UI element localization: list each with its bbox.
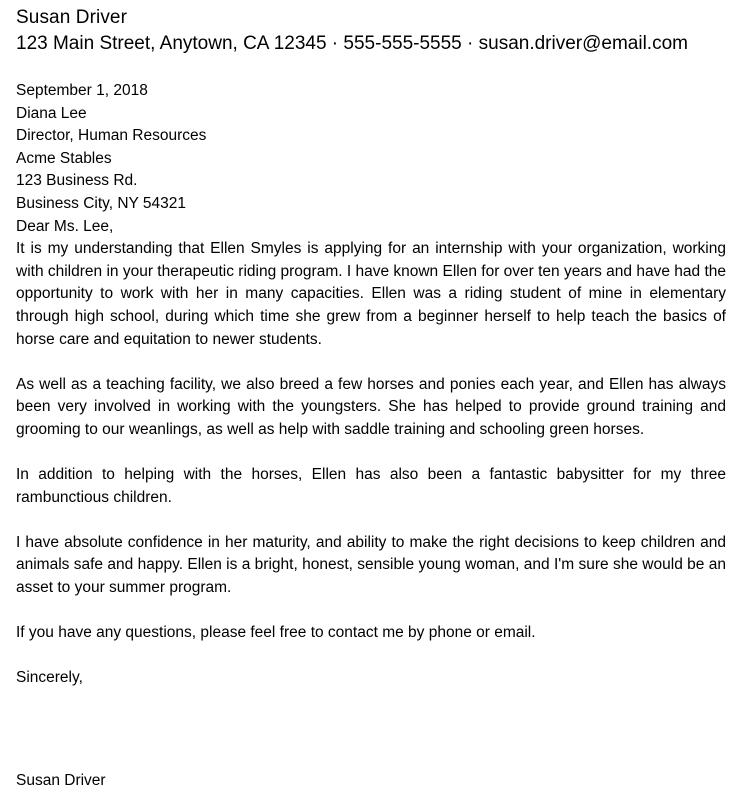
body-paragraph-2: As well as a teaching facility, we also breed a few horses and ponies each year, and Ellen has always been very involved in working with the youngsters. She has helped to provide ground training and grooming to our weanlings, as well as help with saddle training and schooling green horses.	[16, 375, 726, 438]
letter-body	[16, 80, 726, 690]
sender-contact: 123 Main Street, Anytown, CA 12345 · 555-555-5555 · susan.driver@email.com	[16, 33, 688, 54]
letter-date: September 1, 2018	[16, 82, 148, 99]
signature-name: Susan Driver	[16, 772, 106, 789]
recipient-city: Business City, NY 54321	[16, 194, 187, 212]
body-paragraph-4: I have absolute confidence in her maturity, and ability to make the right decisions to keep children and animals safe and happy. Ellen is a bright, honest, sensible young woman, and I'm sure she would be an asset to your summer program.	[16, 533, 726, 597]
recipient-street: 123 Business Rd.	[16, 172, 138, 190]
recipient-title: Director, Human Resources	[16, 127, 207, 145]
salutation: Dear Ms. Lee,	[16, 217, 114, 235]
letter	[16, 6, 726, 690]
closing: Sincerely,	[16, 669, 83, 687]
recipient-company: Acme Stables	[16, 149, 112, 167]
body-paragraph-1: It is my understanding that Ellen Smyles is applying for an internship with your organization, working with children in your therapeutic riding program. I have known Ellen for over ten years and have had the opportunity to work with her in many capacities. Ellen was a riding student of mine in elementary through high school, during which time she grew from a beginner herself to help teach the basics of horse care and equitation to newer students.	[16, 240, 726, 348]
sender-name: Susan Driver	[16, 7, 128, 28]
body-paragraph-5: If you have any questions, please feel free to contact me by phone or email.	[16, 624, 536, 642]
body-paragraph-3: In addition to helping with the horses, Ellen has also been a fantastic babysitter for my three rambunctious children.	[16, 466, 726, 506]
recipient-name: Diana Lee	[16, 104, 87, 122]
